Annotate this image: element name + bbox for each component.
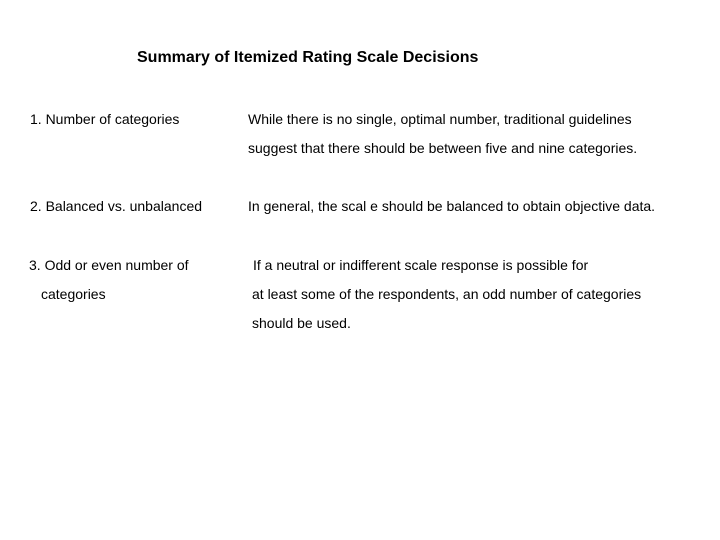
row-2-label: 2. Balanced vs. unbalanced [30,198,203,214]
row-1-label: 1. Number of categories [30,111,180,127]
row-1-description-line-1: While there is no single, optimal number, traditional guidelines [248,111,632,127]
row-3-label-line-1: 3. Odd or even number of [29,257,189,273]
row-2-description-line-1: In general, the scal e should be balanced to obtain objective data. [248,198,656,214]
row-1-description-line-2: suggest that there should be between five and nine categories. [248,140,638,156]
row-3-label-line-2: categories [41,286,106,302]
row-3-description-line-1: If a neutral or indifferent scale response is possible for [253,257,589,273]
page-title: Summary of Itemized Rating Scale Decisions [137,49,479,66]
row-3-description-line-3: should be used. [252,315,351,331]
row-3-description-line-2: at least some of the respondents, an odd number of categories [252,286,642,302]
